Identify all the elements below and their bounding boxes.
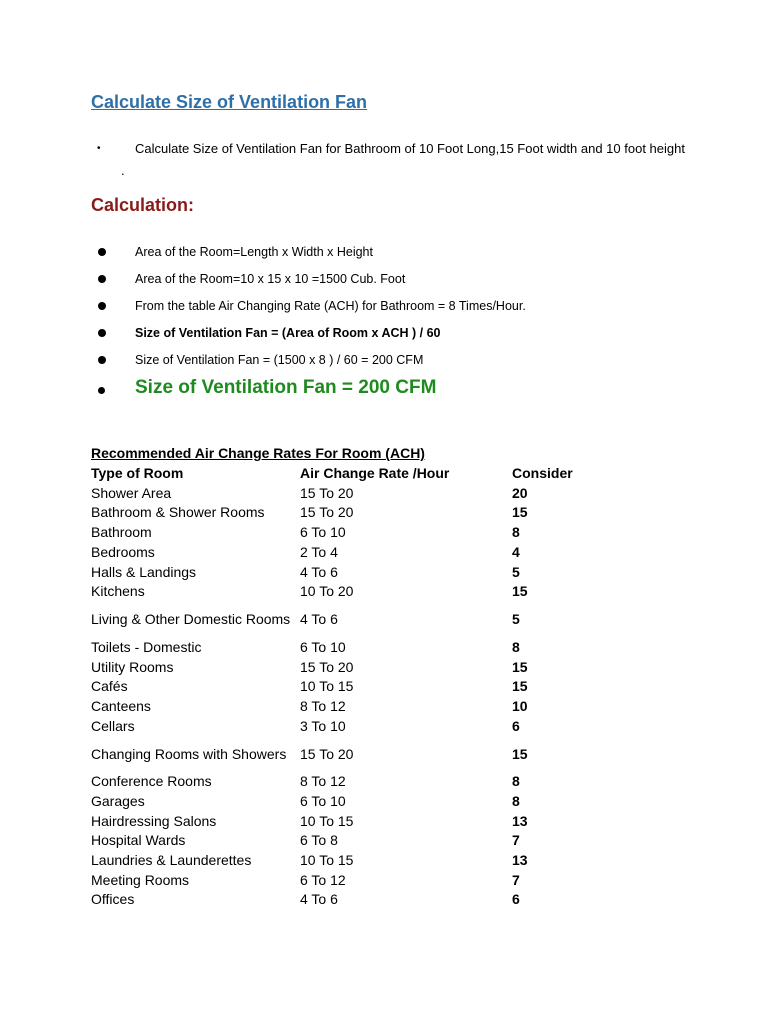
calculation-step-text: Area of the Room=10 x 15 x 10 =1500 Cub. Foot bbox=[135, 272, 406, 286]
consider-cell: 6 bbox=[512, 891, 520, 908]
consider-cell: 15 bbox=[512, 745, 528, 762]
rate-cell: 6 To 10 bbox=[300, 524, 346, 541]
table-row bbox=[88, 503, 595, 523]
room-type-cell: Shower Area bbox=[91, 484, 172, 501]
consider-cell: 15 bbox=[512, 658, 528, 675]
consider-cell: 7 bbox=[512, 832, 520, 849]
room-type-cell: Canteens bbox=[91, 697, 151, 714]
table-row bbox=[88, 890, 595, 910]
table-title: Recommended Air Change Rates For Room (ACH) bbox=[91, 445, 425, 461]
table-row bbox=[88, 523, 595, 543]
table-row bbox=[88, 697, 595, 717]
rate-cell: 6 To 10 bbox=[300, 793, 346, 810]
calculation-step bbox=[91, 241, 711, 268]
consider-cell: 7 bbox=[512, 871, 520, 888]
table-row bbox=[88, 736, 595, 772]
consider-cell: 4 bbox=[512, 543, 520, 560]
table-row bbox=[88, 831, 595, 851]
calculation-heading: Calculation: bbox=[91, 195, 195, 215]
room-type-cell: Changing Rooms with Showers bbox=[91, 745, 287, 762]
consider-cell: 8 bbox=[512, 793, 520, 810]
table-row bbox=[88, 638, 595, 658]
room-type-cell: Laundries & Launderettes bbox=[91, 852, 252, 869]
calculation-steps bbox=[91, 241, 711, 376]
rate-cell: 10 To 15 bbox=[300, 678, 354, 695]
table-row bbox=[88, 792, 595, 812]
consider-cell: 5 bbox=[512, 563, 520, 580]
table-row bbox=[88, 543, 595, 563]
intro-text: Calculate Size of Ventilation Fan for Bathroom of 10 Foot Long,15 Foot width and 10 foot height . bbox=[121, 141, 685, 178]
room-type-cell: Bathroom bbox=[91, 524, 152, 541]
result-text: Size of Ventilation Fan = 200 CFM bbox=[135, 377, 437, 398]
header-type-of-room: Type of Room bbox=[91, 465, 184, 482]
bullet-icon bbox=[98, 329, 106, 337]
bullet-icon bbox=[98, 356, 106, 364]
room-type-cell: Offices bbox=[91, 891, 135, 908]
rate-cell: 8 To 12 bbox=[300, 773, 346, 790]
room-type-cell: Hairdressing Salons bbox=[91, 812, 217, 829]
rate-cell: 3 To 10 bbox=[300, 717, 346, 734]
consider-cell: 10 bbox=[512, 697, 528, 714]
room-type-cell: Meeting Rooms bbox=[91, 871, 190, 888]
rate-cell: 6 To 12 bbox=[300, 871, 346, 888]
rate-cell: 15 To 20 bbox=[300, 745, 354, 762]
table-row bbox=[88, 658, 595, 678]
intro-bullet: • bbox=[97, 143, 101, 154]
table-row bbox=[88, 812, 595, 832]
rate-cell: 10 To 15 bbox=[300, 852, 354, 869]
calculation-step bbox=[91, 295, 711, 322]
room-type-cell: Kitchens bbox=[91, 583, 145, 600]
room-type-cell: Bedrooms bbox=[91, 543, 155, 560]
room-type-cell: Utility Rooms bbox=[91, 658, 174, 675]
rate-cell: 15 To 20 bbox=[300, 504, 354, 521]
room-type-cell: Cafés bbox=[91, 678, 128, 695]
consider-cell: 8 bbox=[512, 773, 520, 790]
table-row bbox=[88, 602, 595, 638]
room-type-cell: Living & Other Domestic Rooms bbox=[91, 611, 291, 628]
rate-cell: 8 To 12 bbox=[300, 697, 346, 714]
calculation-step-text: Size of Ventilation Fan = (1500 x 8 ) / 60 = 200 CFM bbox=[135, 353, 424, 367]
rate-cell: 6 To 10 bbox=[300, 638, 346, 655]
consider-cell: 20 bbox=[512, 484, 528, 501]
table-row bbox=[88, 772, 595, 792]
intro-item bbox=[91, 138, 691, 182]
calculation-step-text: Size of Ventilation Fan = (Area of Room x ACH ) / 60 bbox=[135, 326, 441, 340]
calculation-step bbox=[91, 322, 711, 349]
rate-cell: 4 To 6 bbox=[300, 611, 338, 628]
table-row bbox=[88, 851, 595, 871]
rate-cell: 4 To 6 bbox=[300, 891, 338, 908]
consider-cell: 8 bbox=[512, 524, 520, 541]
consider-cell: 13 bbox=[512, 812, 528, 829]
room-type-cell: Toilets - Domestic bbox=[91, 638, 202, 655]
header-consider: Consider bbox=[512, 465, 573, 482]
calculation-step bbox=[91, 349, 711, 376]
consider-cell: 15 bbox=[512, 583, 528, 600]
table-row bbox=[88, 562, 595, 582]
consider-cell: 8 bbox=[512, 638, 520, 655]
rate-cell: 15 To 20 bbox=[300, 658, 354, 675]
room-type-cell: Conference Rooms bbox=[91, 773, 212, 790]
consider-cell: 15 bbox=[512, 678, 528, 695]
room-type-cell: Halls & Landings bbox=[91, 563, 197, 580]
bullet-icon bbox=[98, 302, 106, 310]
table-row bbox=[88, 871, 595, 891]
calculation-step-text: Area of the Room=Length x Width x Height bbox=[135, 245, 373, 259]
rate-cell: 6 To 8 bbox=[300, 832, 338, 849]
table-row bbox=[88, 484, 595, 504]
calculation-step-text: From the table Air Changing Rate (ACH) for Bathroom = 8 Times/Hour. bbox=[135, 299, 526, 313]
table-row bbox=[88, 582, 595, 602]
rate-cell: 15 To 20 bbox=[300, 484, 354, 501]
calculation-step bbox=[91, 268, 711, 295]
consider-cell: 6 bbox=[512, 717, 520, 734]
header-air-change-rate: Air Change Rate /Hour bbox=[300, 465, 450, 482]
consider-cell: 5 bbox=[512, 611, 520, 628]
rate-cell: 10 To 20 bbox=[300, 583, 354, 600]
room-type-cell: Cellars bbox=[91, 717, 135, 734]
room-type-cell: Garages bbox=[91, 793, 145, 810]
room-type-cell: Hospital Wards bbox=[91, 832, 186, 849]
table-header-row bbox=[88, 464, 595, 484]
rate-cell: 4 To 6 bbox=[300, 563, 338, 580]
rate-cell: 2 To 4 bbox=[300, 543, 338, 560]
ach-table bbox=[88, 464, 595, 910]
table-row bbox=[88, 677, 595, 697]
table-row bbox=[88, 717, 595, 737]
bullet-icon bbox=[98, 387, 105, 394]
consider-cell: 15 bbox=[512, 504, 528, 521]
bullet-icon bbox=[98, 275, 106, 283]
consider-cell: 13 bbox=[512, 852, 528, 869]
room-type-cell: Bathroom & Shower Rooms bbox=[91, 504, 265, 521]
page-title: Calculate Size of Ventilation Fan bbox=[91, 92, 368, 112]
result-item bbox=[91, 377, 711, 407]
rate-cell: 10 To 15 bbox=[300, 812, 354, 829]
bullet-icon bbox=[98, 248, 106, 256]
